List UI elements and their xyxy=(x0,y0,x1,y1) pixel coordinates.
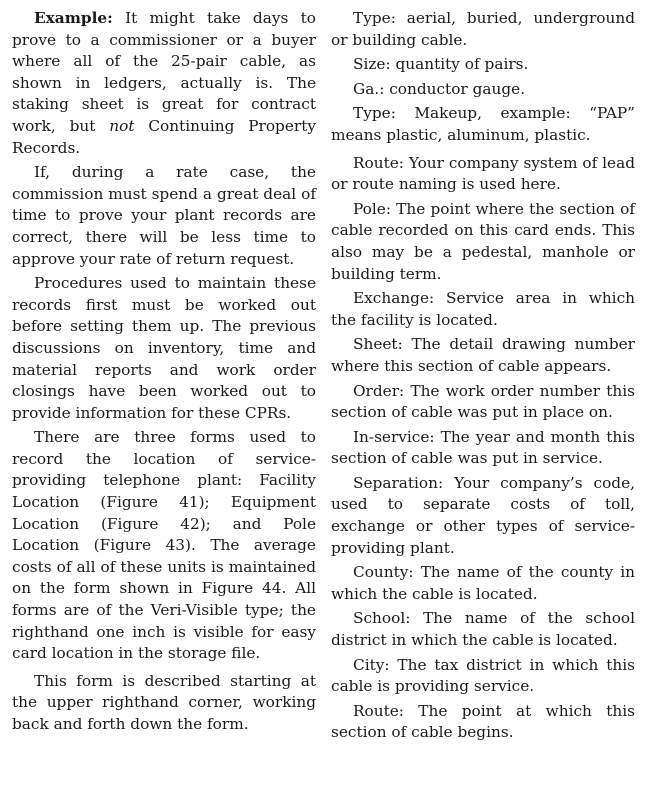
term-definition: Makeup, example: “PAP” means plastic, aluminum, plastic. xyxy=(331,104,635,144)
field-exchange xyxy=(331,288,635,331)
field-in-service xyxy=(331,427,635,470)
term-label: Route: xyxy=(353,701,404,720)
term-label: Separation: xyxy=(353,473,444,492)
term-definition: The point at which this section of cable begins. xyxy=(331,701,635,742)
paragraph-rate-case: If, during a rate case, the commission must spend a great deal of time to prove your plant records are correct, there will be less time to approve your rate of return request. xyxy=(12,163,316,268)
term-label: Exchange: xyxy=(353,289,435,308)
field-school xyxy=(331,608,635,651)
field-type-cable xyxy=(331,8,635,51)
field-route-begin xyxy=(331,701,635,744)
field-sheet xyxy=(331,334,635,377)
left-column xyxy=(12,8,316,736)
paragraph-form-described: This form is described starting at the upper righthand corner, working back and forth down the form. xyxy=(12,671,316,733)
term-label: Pole: xyxy=(353,199,391,218)
term-label: Size: xyxy=(353,55,391,74)
right-column xyxy=(331,8,635,744)
term-definition: The tax district in which this cable is providing service. xyxy=(331,655,635,696)
term-label: County: xyxy=(353,563,414,582)
paragraph-procedures: Procedures used to maintain these records first must be worked out before setting them up. The previous discussions on inventory, time and material reports and work order closings have been worked out to provide information for these CPRs. xyxy=(12,274,316,422)
field-separation xyxy=(331,473,635,559)
term-definition: quantity of pairs. xyxy=(390,55,529,74)
paragraph-example xyxy=(12,8,316,159)
paragraph-three-forms: There are three forms used to record the location of service-providing telephone plant: Facility Location (Figure 41); Equipment Location (Figure 42); and Pole Location (Figure 43). The average costs of all of these units is maintained on the form shown in Figure 44. All forms are of the Veri-Visible type; the righthand one inch is visible for easy card location in the storage file. xyxy=(12,428,316,663)
term-definition: The year and month this section of cable was put in service. xyxy=(331,427,635,468)
field-route-lead xyxy=(331,153,635,196)
example-tail: Continuing Property Records. xyxy=(12,116,317,157)
term-label: Sheet: xyxy=(353,335,403,354)
term-definition: The detail drawing number where this section of cable appears. xyxy=(331,335,635,375)
term-definition: The work order number this section of cable was put in place on. xyxy=(331,381,635,422)
field-size xyxy=(331,54,635,76)
term-definition: Your company system of lead or route naming is used here. xyxy=(331,153,635,194)
term-definition: Service area in which the facility is located. xyxy=(331,289,635,329)
term-definition: Your company’s code, used to separate costs of toll, exchange or other types of service-providing plant. xyxy=(331,473,635,557)
term-definition: aerial, buried, underground or building cable. xyxy=(331,9,635,49)
field-pole xyxy=(331,199,635,285)
field-order xyxy=(331,381,635,424)
term-label: Type: xyxy=(353,104,396,123)
term-definition: conductor gauge. xyxy=(384,79,526,98)
term-label: School: xyxy=(353,609,411,628)
field-county xyxy=(331,562,635,605)
field-type-makeup xyxy=(331,103,635,146)
example-lead: Example: xyxy=(34,9,113,27)
term-label: Route: xyxy=(353,153,404,172)
term-label: In-service: xyxy=(353,427,435,446)
term-label: City: xyxy=(353,655,390,674)
term-definition: The name of the school district in which the cable is located. xyxy=(331,609,635,650)
term-label: Type: xyxy=(353,9,396,27)
term-label: Order: xyxy=(353,381,405,400)
term-label: Ga.: xyxy=(353,79,385,98)
term-definition: The name of the county in which the cable is located. xyxy=(331,563,635,603)
example-italic: not xyxy=(109,116,135,135)
field-gauge xyxy=(331,79,635,101)
term-definition: The point where the section of cable recorded on this card ends. This also may be a pedestal, manhole or building term. xyxy=(331,199,635,283)
field-city xyxy=(331,655,635,698)
example-text: It might take days to prove to a commissioner or a buyer where all of the 25-pair cable, as shown in ledgers, actually is. The staking sheet is great for contract work, but xyxy=(12,9,316,135)
